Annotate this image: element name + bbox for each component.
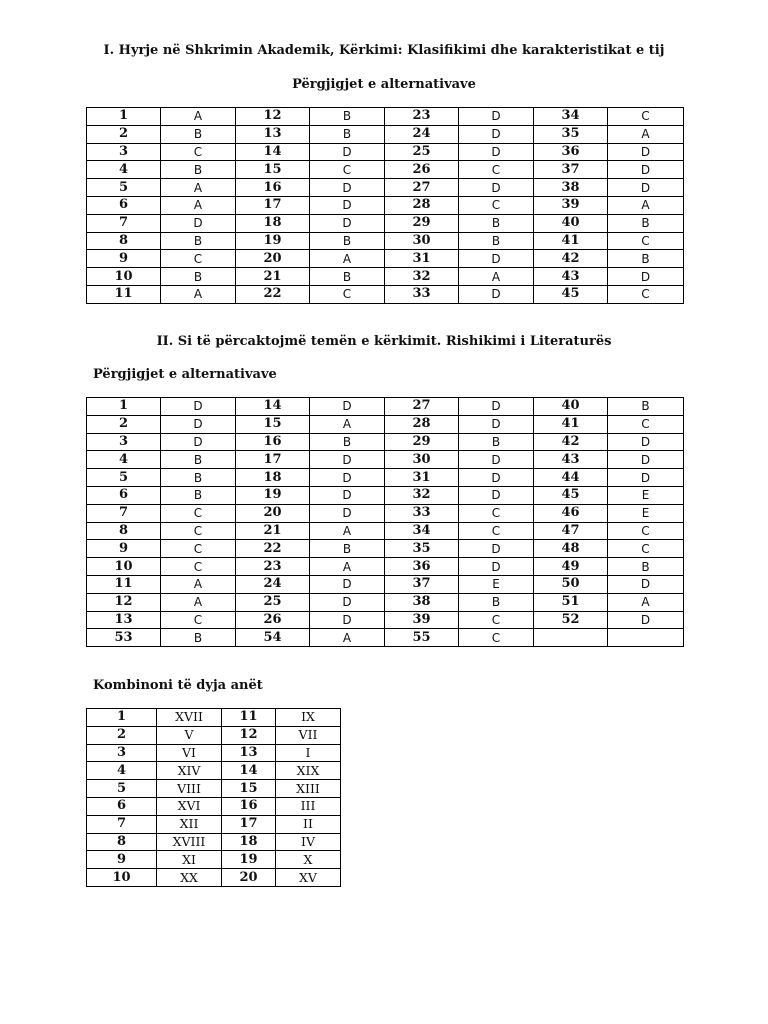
table-row	[87, 629, 684, 647]
question-number-cell: 31	[385, 250, 459, 268]
question-number-cell: 27	[385, 398, 459, 416]
table-row	[87, 611, 684, 629]
answer-cell: B	[310, 125, 385, 143]
question-number-cell: 20	[236, 504, 310, 522]
answer-cell: B	[161, 629, 236, 647]
table-row	[87, 522, 684, 540]
answer-cell: C	[459, 611, 534, 629]
table-row	[87, 433, 684, 451]
question-number-cell: 19	[236, 486, 310, 504]
question-number-cell: 13	[236, 125, 310, 143]
answer-cell: IV	[276, 833, 341, 851]
answer-cell: C	[608, 540, 684, 558]
answer-cell: D	[459, 469, 534, 487]
answer-cell: D	[310, 575, 385, 593]
question-number-cell: 2	[87, 125, 161, 143]
question-number-cell: 4	[87, 762, 157, 780]
answer-cell: B	[459, 593, 534, 611]
answer-cell: IX	[276, 709, 341, 727]
question-number-cell: 18	[236, 469, 310, 487]
answer-cell: D	[608, 179, 684, 197]
table-row	[87, 196, 684, 214]
answer-cell: VII	[276, 726, 341, 744]
answer-cell: C	[608, 108, 684, 126]
answer-cell: C	[161, 611, 236, 629]
question-number-cell: 20	[222, 869, 276, 887]
question-number-cell: 5	[87, 179, 161, 197]
answer-cell: B	[608, 214, 684, 232]
answer-cell: C	[161, 250, 236, 268]
answer-cell: X	[276, 851, 341, 869]
table-row	[87, 108, 684, 126]
question-number-cell: 35	[534, 125, 608, 143]
question-number-cell: 12	[236, 108, 310, 126]
answer-cell: D	[310, 451, 385, 469]
table-row	[87, 780, 341, 798]
table-row	[87, 593, 684, 611]
question-number-cell: 1	[87, 709, 157, 727]
question-number-cell: 30	[385, 451, 459, 469]
table-row	[87, 469, 684, 487]
answer-cell: C	[161, 143, 236, 161]
question-number-cell: 16	[222, 797, 276, 815]
answer-cell: D	[608, 451, 684, 469]
answer-cell: D	[161, 433, 236, 451]
question-number-cell: 2	[87, 415, 161, 433]
question-number-cell: 25	[236, 593, 310, 611]
answer-cell: B	[161, 232, 236, 250]
question-number-cell: 18	[236, 214, 310, 232]
answer-cell: B	[310, 232, 385, 250]
question-number-cell: 28	[385, 415, 459, 433]
answer-cell: A	[459, 268, 534, 286]
answer-cell: C	[310, 161, 385, 179]
answer-cell: C	[608, 415, 684, 433]
answer-cell: C	[161, 540, 236, 558]
answer-cell: XVIII	[157, 833, 222, 851]
answer-cell: A	[310, 558, 385, 576]
table-row	[87, 833, 341, 851]
answer-cell: C	[459, 161, 534, 179]
question-number-cell: 53	[87, 629, 161, 647]
question-number-cell: 34	[534, 108, 608, 126]
question-number-cell: 51	[534, 593, 608, 611]
table-row	[87, 815, 341, 833]
answer-cell: D	[608, 575, 684, 593]
question-number-cell: 16	[236, 179, 310, 197]
answer-cell: D	[310, 593, 385, 611]
table-row	[87, 744, 341, 762]
question-number-cell: 14	[236, 398, 310, 416]
question-number-cell: 15	[236, 161, 310, 179]
question-number-cell: 19	[222, 851, 276, 869]
question-number-cell: 14	[222, 762, 276, 780]
section1-title: I. Hyrje në Shkrimin Akademik, Kërkimi: Klasifikimi dhe karakteristikat e tij	[103, 43, 665, 58]
question-number-cell: 17	[222, 815, 276, 833]
question-number-cell: 36	[534, 143, 608, 161]
answer-cell: XIX	[276, 762, 341, 780]
answer-cell: B	[459, 232, 534, 250]
answer-cell: B	[161, 125, 236, 143]
question-number-cell: 12	[222, 726, 276, 744]
table-row	[87, 232, 684, 250]
answer-cell: D	[459, 143, 534, 161]
question-number-cell: 31	[385, 469, 459, 487]
question-number-cell: 39	[385, 611, 459, 629]
question-number-cell: 39	[534, 196, 608, 214]
table-row	[87, 851, 341, 869]
answer-cell: B	[310, 433, 385, 451]
answer-cell: D	[459, 285, 534, 303]
question-number-cell: 32	[385, 486, 459, 504]
answer-cell: D	[310, 143, 385, 161]
table-row	[87, 451, 684, 469]
question-number-cell: 40	[534, 214, 608, 232]
question-number-cell: 29	[385, 433, 459, 451]
table-row	[87, 398, 684, 416]
answer-cell: A	[310, 415, 385, 433]
answer-cell: B	[608, 250, 684, 268]
table-row	[87, 143, 684, 161]
answer-cell: B	[161, 486, 236, 504]
question-number-cell: 41	[534, 415, 608, 433]
question-number-cell: 43	[534, 451, 608, 469]
answer-cell: D	[459, 398, 534, 416]
answer-cell: D	[608, 143, 684, 161]
question-number-cell: 23	[236, 558, 310, 576]
answer-cell: D	[459, 415, 534, 433]
table-row	[87, 575, 684, 593]
question-number-cell: 12	[87, 593, 161, 611]
answer-cell: D	[459, 125, 534, 143]
question-number-cell: 8	[87, 522, 161, 540]
answer-cell: B	[310, 268, 385, 286]
question-number-cell: 20	[236, 250, 310, 268]
question-number-cell: 47	[534, 522, 608, 540]
answer-cell: E	[459, 575, 534, 593]
question-number-cell: 23	[385, 108, 459, 126]
answer-cell: B	[310, 540, 385, 558]
answer-cell: D	[459, 486, 534, 504]
table-row	[87, 558, 684, 576]
question-number-cell: 42	[534, 433, 608, 451]
question-number-cell: 4	[87, 161, 161, 179]
question-number-cell: 22	[236, 285, 310, 303]
question-number-cell: 29	[385, 214, 459, 232]
answer-cell: D	[310, 611, 385, 629]
answer-cell: D	[161, 398, 236, 416]
question-number-cell: 42	[534, 250, 608, 268]
question-number-cell: 37	[534, 161, 608, 179]
question-number-cell: 9	[87, 250, 161, 268]
section3-title: Kombinoni të dyja anët	[93, 678, 263, 693]
question-number-cell: 8	[87, 232, 161, 250]
answer-cell: C	[459, 629, 534, 647]
answer-cell: V	[157, 726, 222, 744]
question-number-cell: 11	[222, 709, 276, 727]
answer-cell: A	[161, 108, 236, 126]
answer-cell: C	[161, 522, 236, 540]
answer-cell: C	[459, 504, 534, 522]
question-number-cell: 3	[87, 143, 161, 161]
question-number-cell: 36	[385, 558, 459, 576]
table-row	[87, 540, 684, 558]
section2-title: II. Si të përcaktojmë temën e kërkimit. Rishikimi i Literaturës	[156, 334, 612, 349]
question-number-cell: 21	[236, 268, 310, 286]
question-number-cell: 32	[385, 268, 459, 286]
question-number-cell: 45	[534, 285, 608, 303]
answer-cell: D	[608, 433, 684, 451]
answer-cell: A	[161, 179, 236, 197]
question-number-cell: 14	[236, 143, 310, 161]
answer-cell: XX	[157, 869, 222, 887]
answer-cell: A	[310, 250, 385, 268]
answer-cell: D	[608, 469, 684, 487]
question-number-cell: 33	[385, 285, 459, 303]
question-number-cell: 15	[222, 780, 276, 798]
answer-cell: D	[310, 398, 385, 416]
answer-cell: D	[608, 161, 684, 179]
answer-cell: B	[161, 161, 236, 179]
question-number-cell: 49	[534, 558, 608, 576]
question-number-cell: 11	[87, 285, 161, 303]
question-number-cell: 55	[385, 629, 459, 647]
table-row	[87, 504, 684, 522]
answer-cell: XV	[276, 869, 341, 887]
question-number-cell: 13	[87, 611, 161, 629]
question-number-cell: 37	[385, 575, 459, 593]
table-row	[87, 415, 684, 433]
question-number-cell: 15	[236, 415, 310, 433]
question-number-cell: 5	[87, 469, 161, 487]
answer-cell: II	[276, 815, 341, 833]
question-number-cell: 33	[385, 504, 459, 522]
question-number-cell: 26	[385, 161, 459, 179]
question-number-cell: 21	[236, 522, 310, 540]
answer-cell: A	[161, 593, 236, 611]
answer-cell: A	[161, 196, 236, 214]
answer-cell: D	[608, 268, 684, 286]
question-number-cell: 24	[385, 125, 459, 143]
answer-cell: C	[608, 522, 684, 540]
question-number-cell: 19	[236, 232, 310, 250]
answer-cell: I	[276, 744, 341, 762]
question-number-cell: 6	[87, 486, 161, 504]
table-row	[87, 762, 341, 780]
question-number-cell: 1	[87, 108, 161, 126]
answer-cell: B	[161, 268, 236, 286]
question-number-cell: 44	[534, 469, 608, 487]
answer-cell	[608, 629, 684, 647]
table-row	[87, 268, 684, 286]
table-row	[87, 125, 684, 143]
answer-cell: D	[608, 611, 684, 629]
question-number-cell: 25	[385, 143, 459, 161]
answer-cell: D	[459, 250, 534, 268]
answer-cell: D	[310, 196, 385, 214]
answer-cell: A	[161, 285, 236, 303]
answer-cell: C	[310, 285, 385, 303]
answer-cell: XIII	[276, 780, 341, 798]
answer-cell: C	[608, 285, 684, 303]
answer-cell: III	[276, 797, 341, 815]
answer-cell: D	[459, 179, 534, 197]
question-number-cell: 9	[87, 540, 161, 558]
answer-cell: C	[161, 558, 236, 576]
answer-cell: D	[161, 214, 236, 232]
question-number-cell: 48	[534, 540, 608, 558]
question-number-cell: 9	[87, 851, 157, 869]
table-row	[87, 869, 341, 887]
table-row	[87, 726, 341, 744]
question-number-cell: 8	[87, 833, 157, 851]
answer-cell: A	[608, 196, 684, 214]
question-number-cell: 5	[87, 780, 157, 798]
question-number-cell: 45	[534, 486, 608, 504]
table-row	[87, 179, 684, 197]
question-number-cell: 7	[87, 504, 161, 522]
answer-cell: VIII	[157, 780, 222, 798]
question-number-cell: 28	[385, 196, 459, 214]
answer-cell: D	[310, 214, 385, 232]
question-number-cell: 11	[87, 575, 161, 593]
question-number-cell: 3	[87, 433, 161, 451]
answer-cell: A	[608, 125, 684, 143]
answer-cell: B	[161, 469, 236, 487]
question-number-cell: 1	[87, 398, 161, 416]
question-number-cell: 22	[236, 540, 310, 558]
section2-subtitle: Përgjigjet e alternativave	[93, 367, 277, 382]
question-number-cell: 35	[385, 540, 459, 558]
question-number-cell: 2	[87, 726, 157, 744]
question-number-cell: 40	[534, 398, 608, 416]
section1-subtitle: Përgjigjet e alternativave	[292, 77, 476, 92]
question-number-cell: 34	[385, 522, 459, 540]
answers-table-section1	[86, 107, 684, 304]
answer-cell: B	[459, 433, 534, 451]
question-number-cell: 7	[87, 214, 161, 232]
answer-cell: A	[608, 593, 684, 611]
answer-cell: C	[161, 504, 236, 522]
answer-cell: E	[608, 486, 684, 504]
table-row	[87, 797, 341, 815]
question-number-cell: 41	[534, 232, 608, 250]
answer-cell: VI	[157, 744, 222, 762]
question-number-cell: 52	[534, 611, 608, 629]
answer-cell: D	[310, 469, 385, 487]
question-number-cell: 17	[236, 196, 310, 214]
answer-cell: B	[310, 108, 385, 126]
question-number-cell	[534, 629, 608, 647]
answer-cell: XIV	[157, 762, 222, 780]
question-number-cell: 13	[222, 744, 276, 762]
table-row	[87, 486, 684, 504]
question-number-cell: 10	[87, 558, 161, 576]
question-number-cell: 18	[222, 833, 276, 851]
question-number-cell: 38	[385, 593, 459, 611]
answer-cell: A	[310, 629, 385, 647]
answer-cell: D	[310, 179, 385, 197]
answer-cell: B	[459, 214, 534, 232]
question-number-cell: 16	[236, 433, 310, 451]
question-number-cell: 6	[87, 196, 161, 214]
question-number-cell: 43	[534, 268, 608, 286]
answer-cell: D	[459, 540, 534, 558]
answer-cell: D	[310, 486, 385, 504]
question-number-cell: 27	[385, 179, 459, 197]
table-row	[87, 161, 684, 179]
question-number-cell: 38	[534, 179, 608, 197]
matching-table-section3	[86, 708, 341, 887]
answers-table-section2	[86, 397, 684, 647]
question-number-cell: 26	[236, 611, 310, 629]
answer-cell: D	[459, 558, 534, 576]
answer-cell: B	[608, 398, 684, 416]
answer-cell: B	[161, 451, 236, 469]
answer-cell: C	[459, 196, 534, 214]
answer-cell: XI	[157, 851, 222, 869]
answer-cell: D	[459, 108, 534, 126]
answer-cell: XVI	[157, 797, 222, 815]
answer-cell: C	[608, 232, 684, 250]
question-number-cell: 46	[534, 504, 608, 522]
answer-cell: D	[310, 504, 385, 522]
table-row	[87, 250, 684, 268]
answer-cell: E	[608, 504, 684, 522]
question-number-cell: 30	[385, 232, 459, 250]
table-row	[87, 709, 341, 727]
answer-cell: B	[608, 558, 684, 576]
question-number-cell: 17	[236, 451, 310, 469]
question-number-cell: 54	[236, 629, 310, 647]
answer-cell: A	[161, 575, 236, 593]
table-row	[87, 285, 684, 303]
question-number-cell: 7	[87, 815, 157, 833]
answer-cell: XII	[157, 815, 222, 833]
answer-cell: C	[459, 522, 534, 540]
answer-cell: XVII	[157, 709, 222, 727]
question-number-cell: 6	[87, 797, 157, 815]
question-number-cell: 3	[87, 744, 157, 762]
question-number-cell: 10	[87, 869, 157, 887]
question-number-cell: 10	[87, 268, 161, 286]
question-number-cell: 4	[87, 451, 161, 469]
answer-cell: D	[161, 415, 236, 433]
answer-cell: D	[459, 451, 534, 469]
question-number-cell: 24	[236, 575, 310, 593]
table-row	[87, 214, 684, 232]
answer-cell: A	[310, 522, 385, 540]
question-number-cell: 50	[534, 575, 608, 593]
